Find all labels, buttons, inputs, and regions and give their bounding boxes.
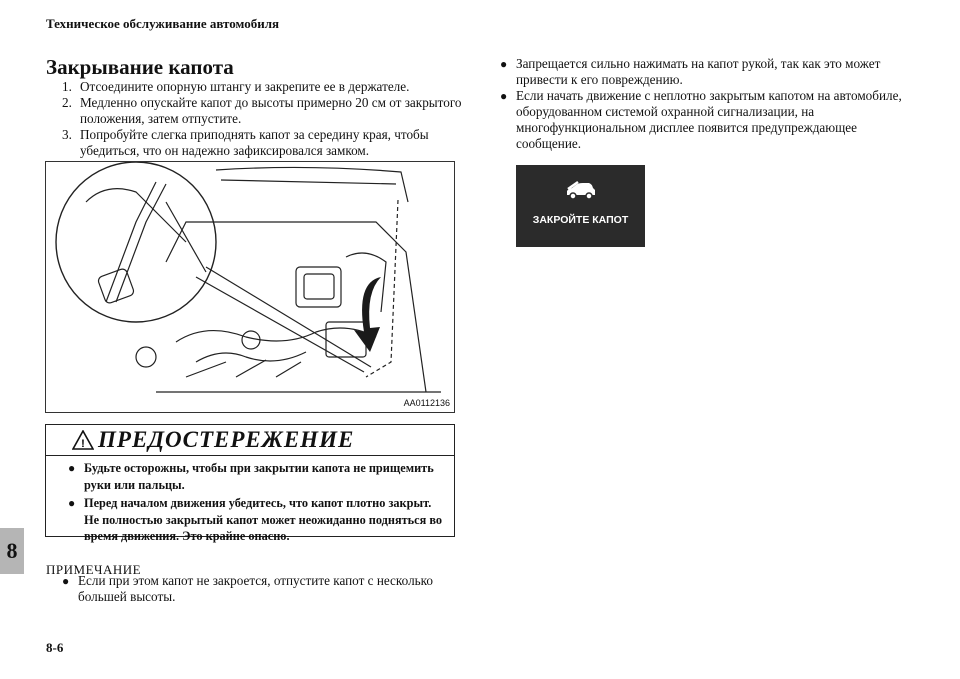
running-header: Техническое обслуживание автомобиля <box>46 16 280 31</box>
warning-text: Будьте осторожны, чтобы при закрытии капота не прищемить руки или пальцы. <box>84 461 434 492</box>
right-item-text: Если начать движение с неплотно закрытым капотом на автомобиле, оборудованном системой охранной сигнализации, на многофункциональном дисплее появится предупреждающее сообщение. <box>516 88 902 151</box>
bullet-icon: ● <box>68 496 76 510</box>
warning-item <box>68 460 448 493</box>
page-number: 8-6 <box>46 640 64 655</box>
chapter-tab <box>0 528 24 574</box>
multi-info-display <box>516 165 645 247</box>
step-text: Отсоедините опорную штангу и закрепите ее в держателе. <box>80 79 410 94</box>
display-message: ЗАКРОЙТЕ КАПОТ <box>532 214 629 226</box>
warning-title: ПРЕДОСТЕРЕЖЕНИЕ <box>98 427 355 452</box>
step-number: 3. <box>62 127 72 142</box>
section-title: Закрывание капота <box>46 55 234 79</box>
note-item <box>62 573 462 605</box>
warning-glyph: ! <box>81 438 85 450</box>
bullet-icon: ● <box>62 574 70 588</box>
engine-hood-illustration <box>45 161 455 413</box>
step-text: Попробуйте слегка приподнять капот за середину края, чтобы убедиться, что он надежно зафиксировался замком. <box>80 127 429 158</box>
step-number: 2. <box>62 95 72 110</box>
note-list <box>62 573 462 607</box>
right-item-text: Запрещается сильно нажимать на капот рукой, так как это может привести к его повреждению. <box>516 56 881 87</box>
steps-list <box>62 79 462 159</box>
note-label: ПРИМЕЧАНИЕ <box>46 562 142 577</box>
warning-triangle-icon <box>72 430 94 450</box>
car-hood-open-icon <box>564 180 598 202</box>
figure-id: AA0112136 <box>403 398 450 408</box>
bullet-icon: ● <box>68 461 76 475</box>
warning-text: Перед началом движения убедитесь, что капот плотно закрыт. Не полностью закрытый капот может неожиданно подняться во время движения. Это крайне опасно. <box>84 496 443 543</box>
bullet-icon: ● <box>500 57 508 71</box>
right-item <box>500 56 910 88</box>
hood-closing-drawing <box>46 162 454 412</box>
step-number: 1. <box>62 79 72 94</box>
note-text: Если при этом капот не закроется, отпустите капот с несколько большей высоты. <box>78 573 433 604</box>
right-item <box>500 88 910 152</box>
right-column-list <box>500 56 910 152</box>
warning-header <box>46 425 454 456</box>
bullet-icon: ● <box>500 89 508 103</box>
step-item <box>62 127 462 159</box>
warning-item <box>68 495 448 545</box>
step-item <box>62 79 462 95</box>
step-text: Медленно опускайте капот до высоты примерно 20 см от закрытого положения, затем отпустите. <box>80 95 462 126</box>
step-item <box>62 95 462 127</box>
warning-box <box>45 424 455 543</box>
warning-list <box>68 460 448 547</box>
chapter-number: 8 <box>6 538 18 563</box>
